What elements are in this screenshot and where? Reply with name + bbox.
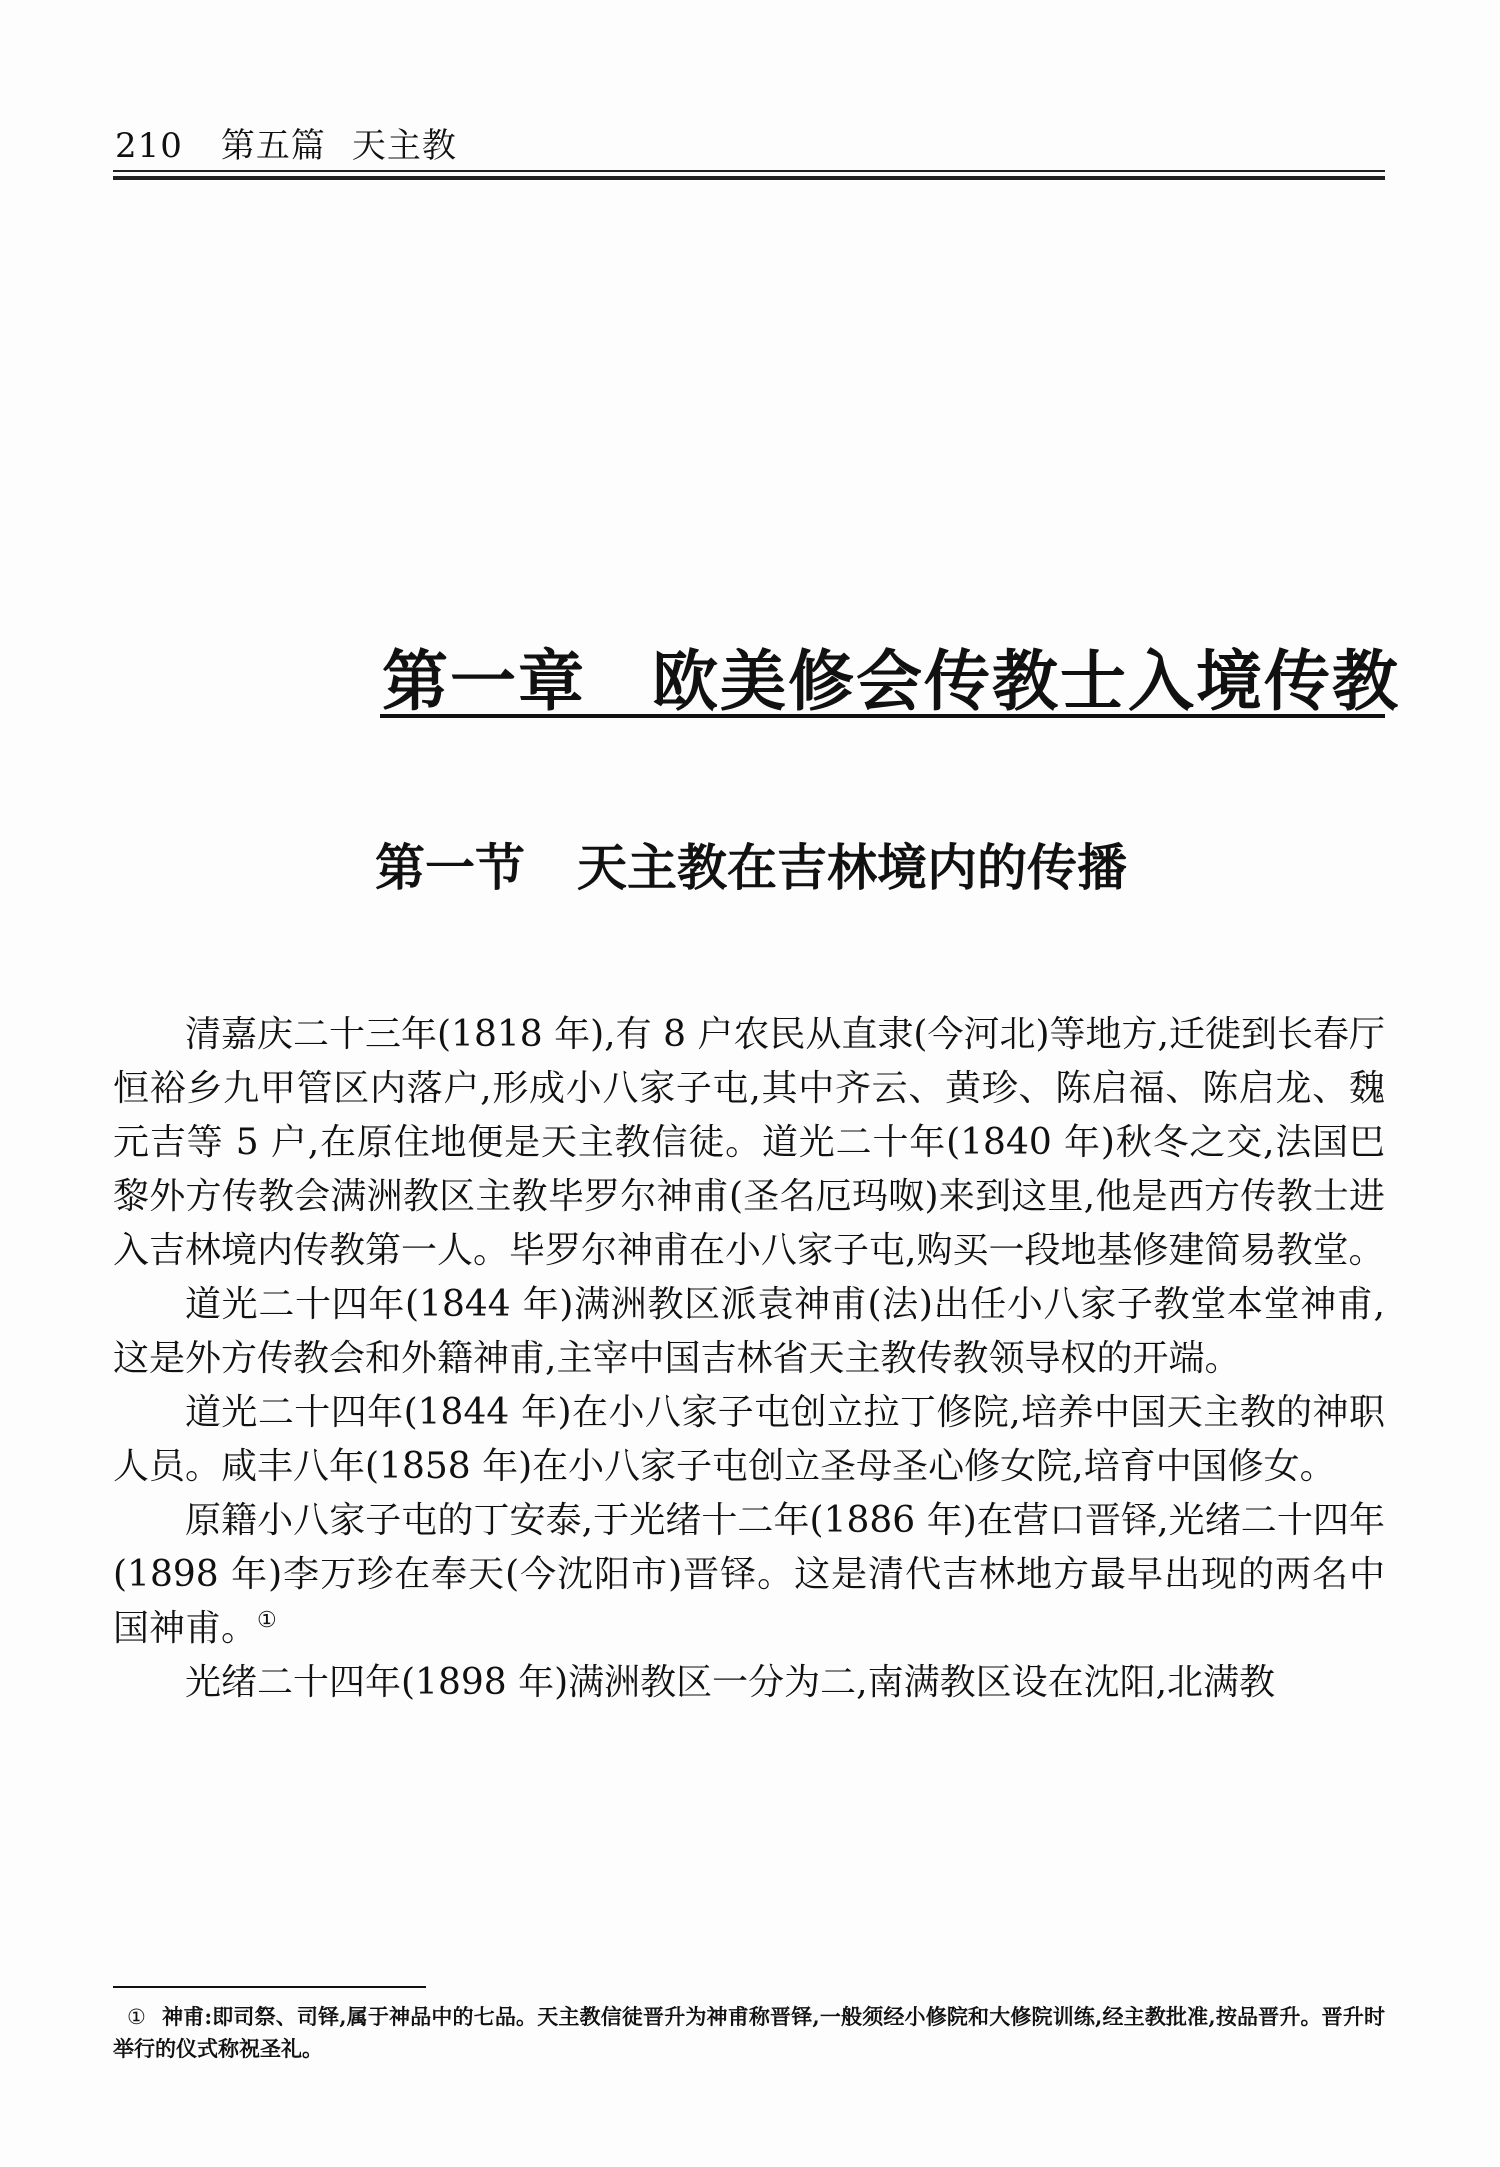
footnote [113,2001,1385,2065]
section-heading [375,828,1127,900]
header-rule-thick [113,176,1385,180]
page-number: 210 [115,126,183,166]
footnote-reference[interactable]: ① [257,1608,277,1633]
paragraph-text: 原籍小八家子屯的丁安泰,于光绪十二年(1886 年)在营口晋铎,光绪二十四年(1898 年)李万珍在奉天(今沈阳市)晋铎。这是清代吉林地方最早出现的两名中国神甫。 [113,1500,1385,1649]
paragraph: 道光二十四年(1844 年)满洲教区派袁神甫(法)出任小八家子教堂本堂神甫,这是外方传教会和外籍神甫,主宰中国吉林省天主教传教领导权的开端。 [113,1284,1385,1379]
chapter-underline [380,714,1385,718]
footnote-text: 神甫:即司祭、司铎,属于神品中的七品。天主教信徒晋升为神甫称晋铎,一般须经小修院和大修院训练,经主教批准,按品晋升。晋升时举行的仪式称祝圣礼。 [113,2004,1385,2061]
paragraph [113,1494,1385,1656]
part-label: 第五篇 [220,126,326,166]
footnote-separator [113,1986,426,1988]
chapter-heading [382,628,1400,723]
paragraph: 光绪二十四年(1898 年)满洲教区一分为二,南满教区设在沈阳,北满教 [185,1662,1276,1703]
running-header [115,118,457,167]
section-number: 第一节 [375,838,525,897]
header-rule-thin [113,170,1385,172]
chapter-number: 第一章 [382,642,586,720]
paragraph: 道光二十四年(1844 年)在小八家子屯创立拉丁修院,培养中国天主教的神职人员。咸丰八年(1858 年)在小八家子屯创立圣母圣心修女院,培育中国修女。 [113,1392,1385,1487]
paragraph: 清嘉庆二十三年(1818 年),有 8 户农民从直隶(今河北)等地方,迁徙到长春厅恒裕乡九甲管区内落户,形成小八家子屯,其中齐云、黄珍、陈启福、陈启龙、魏元吉等 5 户,在原住地便是天主教信徒。道光二十年(1840 年)秋冬之交,法国巴黎外方传教会满洲教区主教毕罗尔神甫(圣名厄玛呶)来到这里,他是西方传教士进入吉林境内传教第一人。毕罗尔神甫在小八家子屯,购买一段地基修建简易教堂。 [113,1014,1385,1271]
body-text [113,1008,1385,1710]
footnote-mark: ① [127,2005,146,2029]
chapter-title: 欧美修会传教士入境传教 [652,642,1400,720]
section-title: 天主教在吉林境内的传播 [577,838,1127,897]
part-title: 天主教 [351,126,457,166]
